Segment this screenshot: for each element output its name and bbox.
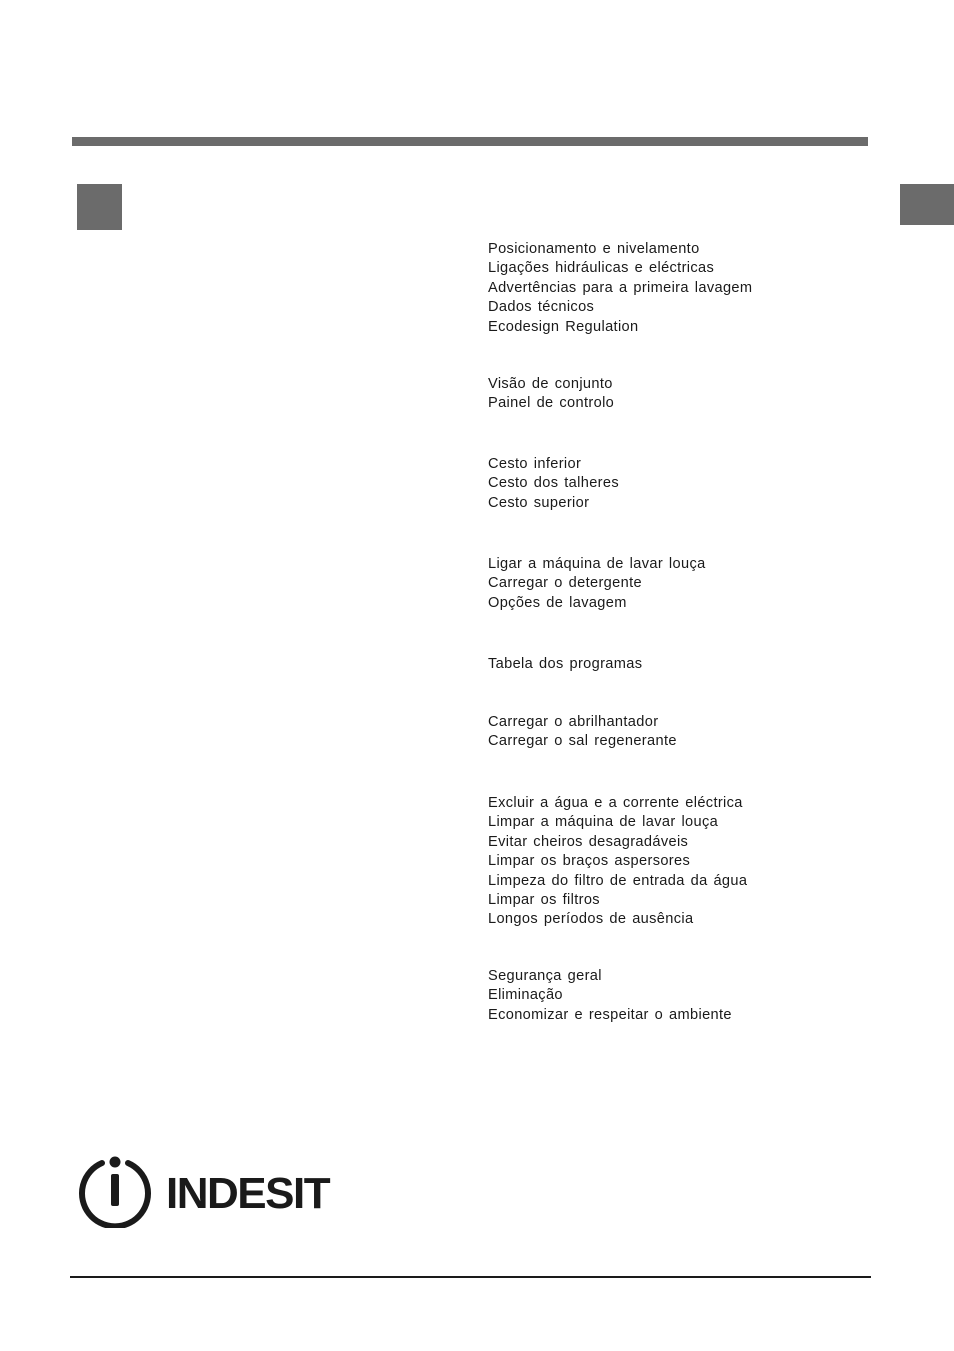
toc-item[interactable]: Visão de conjunto [488, 376, 613, 392]
header-bar [72, 137, 868, 146]
section-marker-square [77, 184, 122, 230]
logo-i-dot-icon [110, 1157, 121, 1168]
toc-item[interactable]: Ligações hidráulicas e eléctricas [488, 260, 715, 277]
toc-group-rinse-salt [488, 713, 677, 752]
toc-group-description [488, 375, 614, 414]
toc-item[interactable]: Tabela dos programas [488, 656, 643, 672]
toc-item[interactable]: Opções de lavagem [488, 594, 627, 611]
toc-group-maintenance [488, 794, 747, 930]
toc-item[interactable]: Limpar os braços aspersores [488, 853, 691, 870]
toc-item[interactable]: Painel de controlo [488, 395, 615, 412]
toc-item[interactable]: Limpeza do filtro de entrada da água [488, 872, 748, 889]
toc-group-start-up [488, 555, 706, 613]
toc-item[interactable]: Excluir a água e a corrente eléctrica [488, 795, 743, 811]
logo-wordmark: INDESIT [166, 1169, 330, 1218]
toc-item[interactable]: Cesto superior [488, 494, 590, 511]
toc-group-installation [488, 240, 752, 337]
toc-item[interactable]: Economizar e respeitar o ambiente [488, 1006, 732, 1023]
indesit-logo [78, 1152, 354, 1228]
toc-group-safety [488, 967, 732, 1025]
toc-item[interactable]: Limpar a máquina de lavar louça [488, 814, 719, 831]
toc-item[interactable]: Carregar o detergente [488, 575, 642, 592]
toc-item[interactable]: Longos períodos de ausência [488, 911, 694, 928]
logo-i-stem-icon [111, 1174, 119, 1206]
toc-item[interactable]: Evitar cheiros desagradáveis [488, 833, 689, 850]
toc-item[interactable]: Advertências para a primeira lavagem [488, 279, 753, 296]
toc-item[interactable]: Posicionamento e nivelamento [488, 241, 700, 257]
toc-item[interactable]: Segurança geral [488, 968, 602, 984]
toc-group-loading [488, 455, 619, 513]
footer-rule [70, 1276, 871, 1278]
toc-item[interactable]: Eliminação [488, 987, 563, 1004]
toc-item[interactable]: Cesto dos talheres [488, 475, 619, 492]
toc-group-programmes [488, 655, 642, 674]
toc-item[interactable]: Dados técnicos [488, 299, 595, 316]
toc-item[interactable]: Ecodesign Regulation [488, 318, 639, 335]
toc-item[interactable]: Carregar o sal regenerante [488, 733, 677, 750]
language-tab [900, 184, 954, 225]
toc-item[interactable]: Limpar os filtros [488, 892, 600, 909]
toc-item[interactable]: Carregar o abrilhantador [488, 714, 659, 730]
toc-item[interactable]: Ligar a máquina de lavar louça [488, 556, 706, 572]
toc-item[interactable]: Cesto inferior [488, 456, 582, 472]
